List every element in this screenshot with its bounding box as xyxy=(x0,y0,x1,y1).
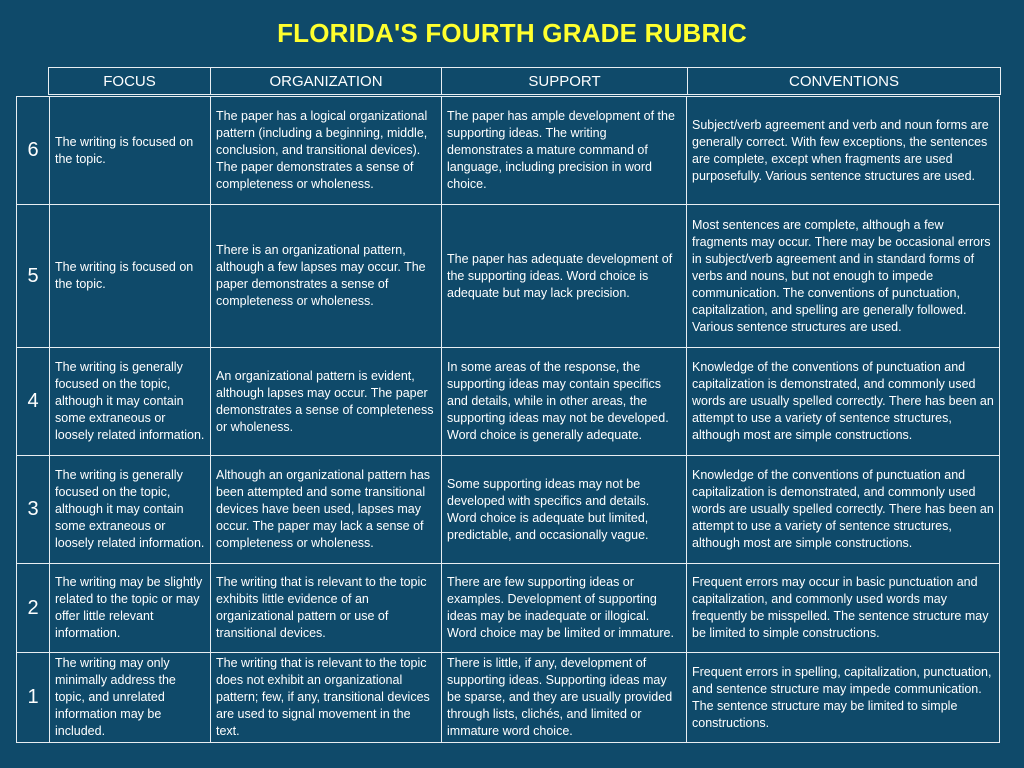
score-cell: 5 xyxy=(17,205,50,348)
table-row xyxy=(17,205,1000,348)
conventions-cell: Frequent errors may occur in basic punctuation and capitalization, and commonly used words may frequently be misspelled. The sentence structure may be limited to simple constructions. xyxy=(687,564,1000,653)
header-support: SUPPORT xyxy=(442,68,688,95)
header-conventions: CONVENTIONS xyxy=(688,68,1001,95)
score-cell: 2 xyxy=(17,564,50,653)
support-cell: The paper has adequate development of the supporting ideas. Word choice is adequate but may lack precision. xyxy=(442,205,687,348)
conventions-cell: Knowledge of the conventions of punctuation and capitalization is demonstrated, and commonly used words are usually spelled correctly. There has been an attempt to use a variety of sentence structures, although most are simple constructions. xyxy=(687,348,1000,456)
focus-cell: The writing is focused on the topic. xyxy=(50,205,211,348)
organization-cell: The paper has a logical organizational pattern (including a beginning, middle, conclusion, and transitional devices). The paper demonstrates a sense of completeness or wholeness. xyxy=(211,97,442,205)
focus-cell: The writing may only minimally address the topic, and unrelated information may be included. xyxy=(50,653,211,743)
header-organization: ORGANIZATION xyxy=(211,68,442,95)
focus-cell: The writing is generally focused on the topic, although it may contain some extraneous or loosely related information. xyxy=(50,348,211,456)
score-cell: 3 xyxy=(17,456,50,564)
organization-cell: An organizational pattern is evident, although lapses may occur. The paper demonstrates a sense of completeness or wholeness. xyxy=(211,348,442,456)
header-row xyxy=(49,68,1001,95)
header-focus: FOCUS xyxy=(49,68,211,95)
support-cell: There are few supporting ideas or examples. Development of supporting ideas may be inadequate or illogical. Word choice may be limited or immature. xyxy=(442,564,687,653)
conventions-cell: Frequent errors in spelling, capitalization, punctuation, and sentence structure may impede communication. The sentence structure may be limited to simple constructions. xyxy=(687,653,1000,743)
focus-cell: The writing is focused on the topic. xyxy=(50,97,211,205)
score-cell: 4 xyxy=(17,348,50,456)
score-cell: 1 xyxy=(17,653,50,743)
conventions-cell: Knowledge of the conventions of punctuation and capitalization is demonstrated, and commonly used words are usually spelled correctly. There has been an attempt to use a variety of sentence structures, although most are simple constructions. xyxy=(687,456,1000,564)
focus-cell: The writing is generally focused on the topic, although it may contain some extraneous or loosely related information. xyxy=(50,456,211,564)
rubric-header-table xyxy=(48,67,1001,95)
organization-cell: There is an organizational pattern, although a few lapses may occur. The paper demonstrates a sense of completeness or wholeness. xyxy=(211,205,442,348)
support-cell: There is little, if any, development of supporting ideas. Supporting ideas may be sparse, and they are usually provided through lists, clichés, and limited or immature word choice. xyxy=(442,653,687,743)
table-row xyxy=(17,97,1000,205)
table-row xyxy=(17,564,1000,653)
page-title: FLORIDA'S FOURTH GRADE RUBRIC xyxy=(277,18,747,48)
conventions-cell: Subject/verb agreement and verb and noun forms are generally correct. With few exceptions, the sentences are complete, except when fragments are used purposefully. Various sentence structures are used. xyxy=(687,97,1000,205)
conventions-cell: Most sentences are complete, although a few fragments may occur. There may be occasional errors in subject/verb agreement and in standard forms of verbs and nouns, but not enough to impede communication. The conventions of punctuation, capitalization, and spelling are generally followed. Various sentence structures are used. xyxy=(687,205,1000,348)
organization-cell: The writing that is relevant to the topic exhibits little evidence of an organizational pattern or use of transitional devices. xyxy=(211,564,442,653)
table-row xyxy=(17,348,1000,456)
table-row xyxy=(17,456,1000,564)
focus-cell: The writing may be slightly related to the topic or may offer little relevant information. xyxy=(50,564,211,653)
score-cell: 6 xyxy=(17,97,50,205)
support-cell: Some supporting ideas may not be developed with specifics and details. Word choice is adequate but limited, predictable, and occasionally vague. xyxy=(442,456,687,564)
organization-cell: Although an organizational pattern has been attempted and some transitional devices have been used, lapses may occur. The paper may lack a sense of completeness or wholeness. xyxy=(211,456,442,564)
table-row xyxy=(17,653,1000,743)
support-cell: In some areas of the response, the supporting ideas may contain specifics and details, while in other areas, the supporting ideas may not be developed. Word choice is generally adequate. xyxy=(442,348,687,456)
support-cell: The paper has ample development of the supporting ideas. The writing demonstrates a mature command of language, including precision in word choice. xyxy=(442,97,687,205)
rubric-table xyxy=(16,96,1000,743)
organization-cell: The writing that is relevant to the topic does not exhibit an organizational pattern; few, if any, transitional devices are used to signal movement in the text. xyxy=(211,653,442,743)
